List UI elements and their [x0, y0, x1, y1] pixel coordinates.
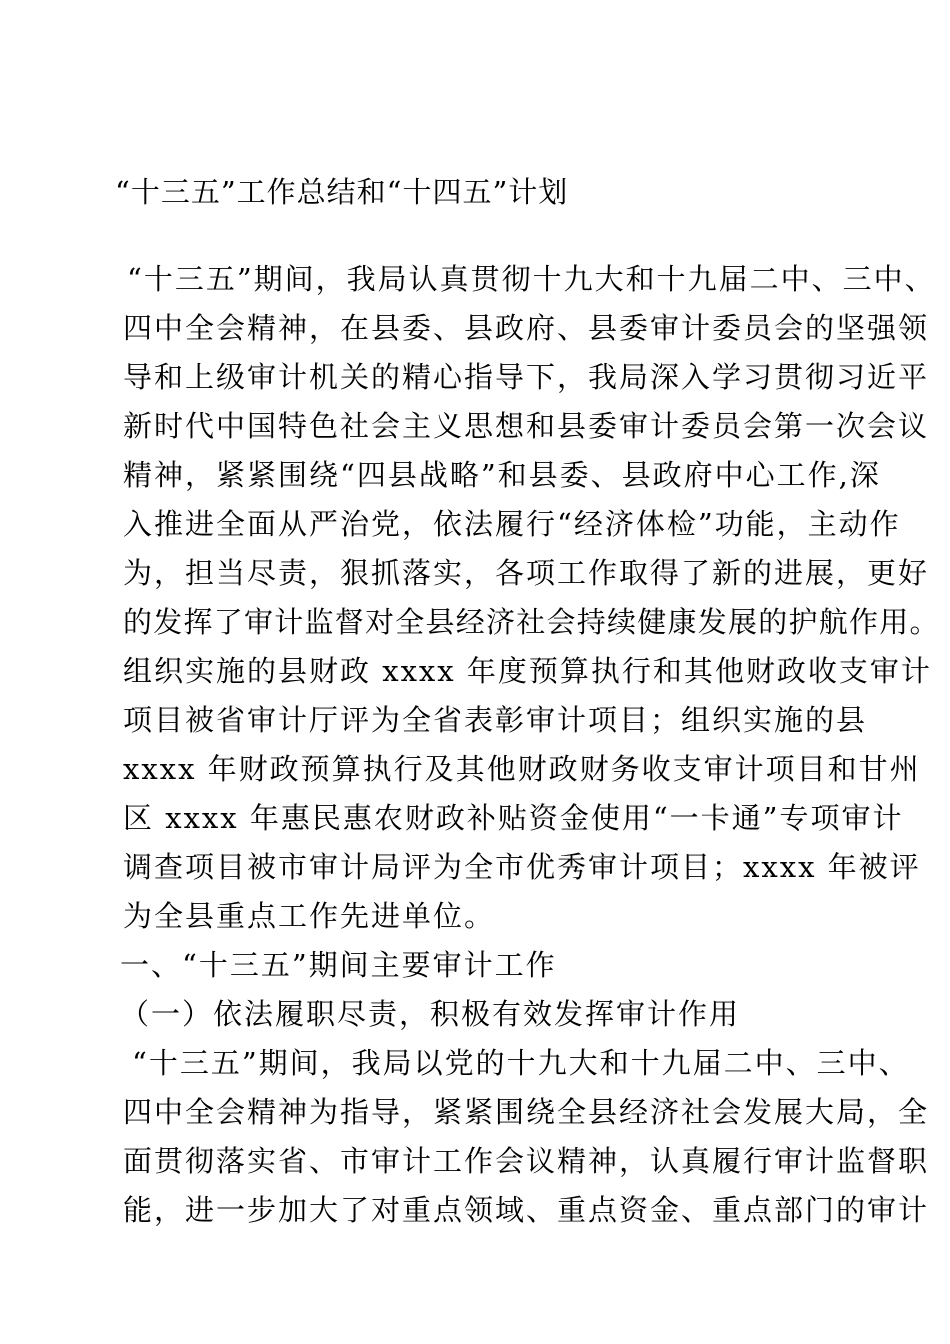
- paragraph-line: 四中全会精神为指导，紧紧围绕全县经济社会发展大局，全: [123, 1095, 930, 1129]
- paragraph-line: xxxx 年财政预算执行及其他财政财务收支审计项目和甘州: [123, 752, 921, 786]
- paragraph-line: 区 xxxx 年惠民惠农财政补贴资金使用“一卡通”专项审计: [123, 801, 904, 835]
- paragraph-line: “十三五”期间，我局认真贯彻十九大和十九届二中、三中、: [127, 262, 936, 296]
- paragraph-line: 能，进一步加大了对重点领域、重点资金、重点部门的审计: [123, 1193, 930, 1227]
- paragraph-line: 的发挥了审计监督对全县经济社会持续健康发展的护航作用。: [123, 605, 940, 639]
- subsection-heading: （一）依法履职尽责，积极有效发挥审计作用: [120, 997, 741, 1031]
- paragraph-line: 导和上级审计机关的精心指导下，我局深入学习贯彻习近平: [123, 360, 930, 394]
- paragraph-line: 为全县重点工作先进单位。: [123, 899, 496, 933]
- paragraph-line: 面贯彻落实省、市审计工作会议精神，认真履行审计监督职: [123, 1144, 930, 1178]
- section-heading: 一、“十三五”期间主要审计工作: [120, 948, 557, 982]
- paragraph-line: 四中全会精神，在县委、县政府、县委审计委员会的坚强领: [123, 311, 930, 345]
- paragraph-line: 新时代中国特色社会主义思想和县委审计委员会第一次会议: [123, 409, 930, 443]
- paragraph-line: 组织实施的县财政 xxxx 年度预算执行和其他财政收支审计: [123, 654, 932, 688]
- paragraph-line: 为，担当尽责，狠抓落实，各项工作取得了新的进展，更好: [123, 556, 930, 590]
- document-title: “十三五”工作总结和“十四五”计划: [115, 175, 569, 209]
- paragraph-line: 调查项目被市审计局评为全市优秀审计项目；xxxx 年被评: [123, 850, 921, 884]
- paragraph-line: “十三五”期间，我局以党的十九大和十九届二中、三中、: [132, 1046, 910, 1080]
- paragraph-line: 入推进全面从严治党，依法履行“经济体检”功能，主动作: [123, 507, 901, 541]
- paragraph-line: 精神，紧紧围绕“四县战略”和县委、县政府中心工作,深: [123, 458, 881, 492]
- paragraph-line: 项目被省审计厅评为全省表彰审计项目；组织实施的县: [123, 703, 868, 737]
